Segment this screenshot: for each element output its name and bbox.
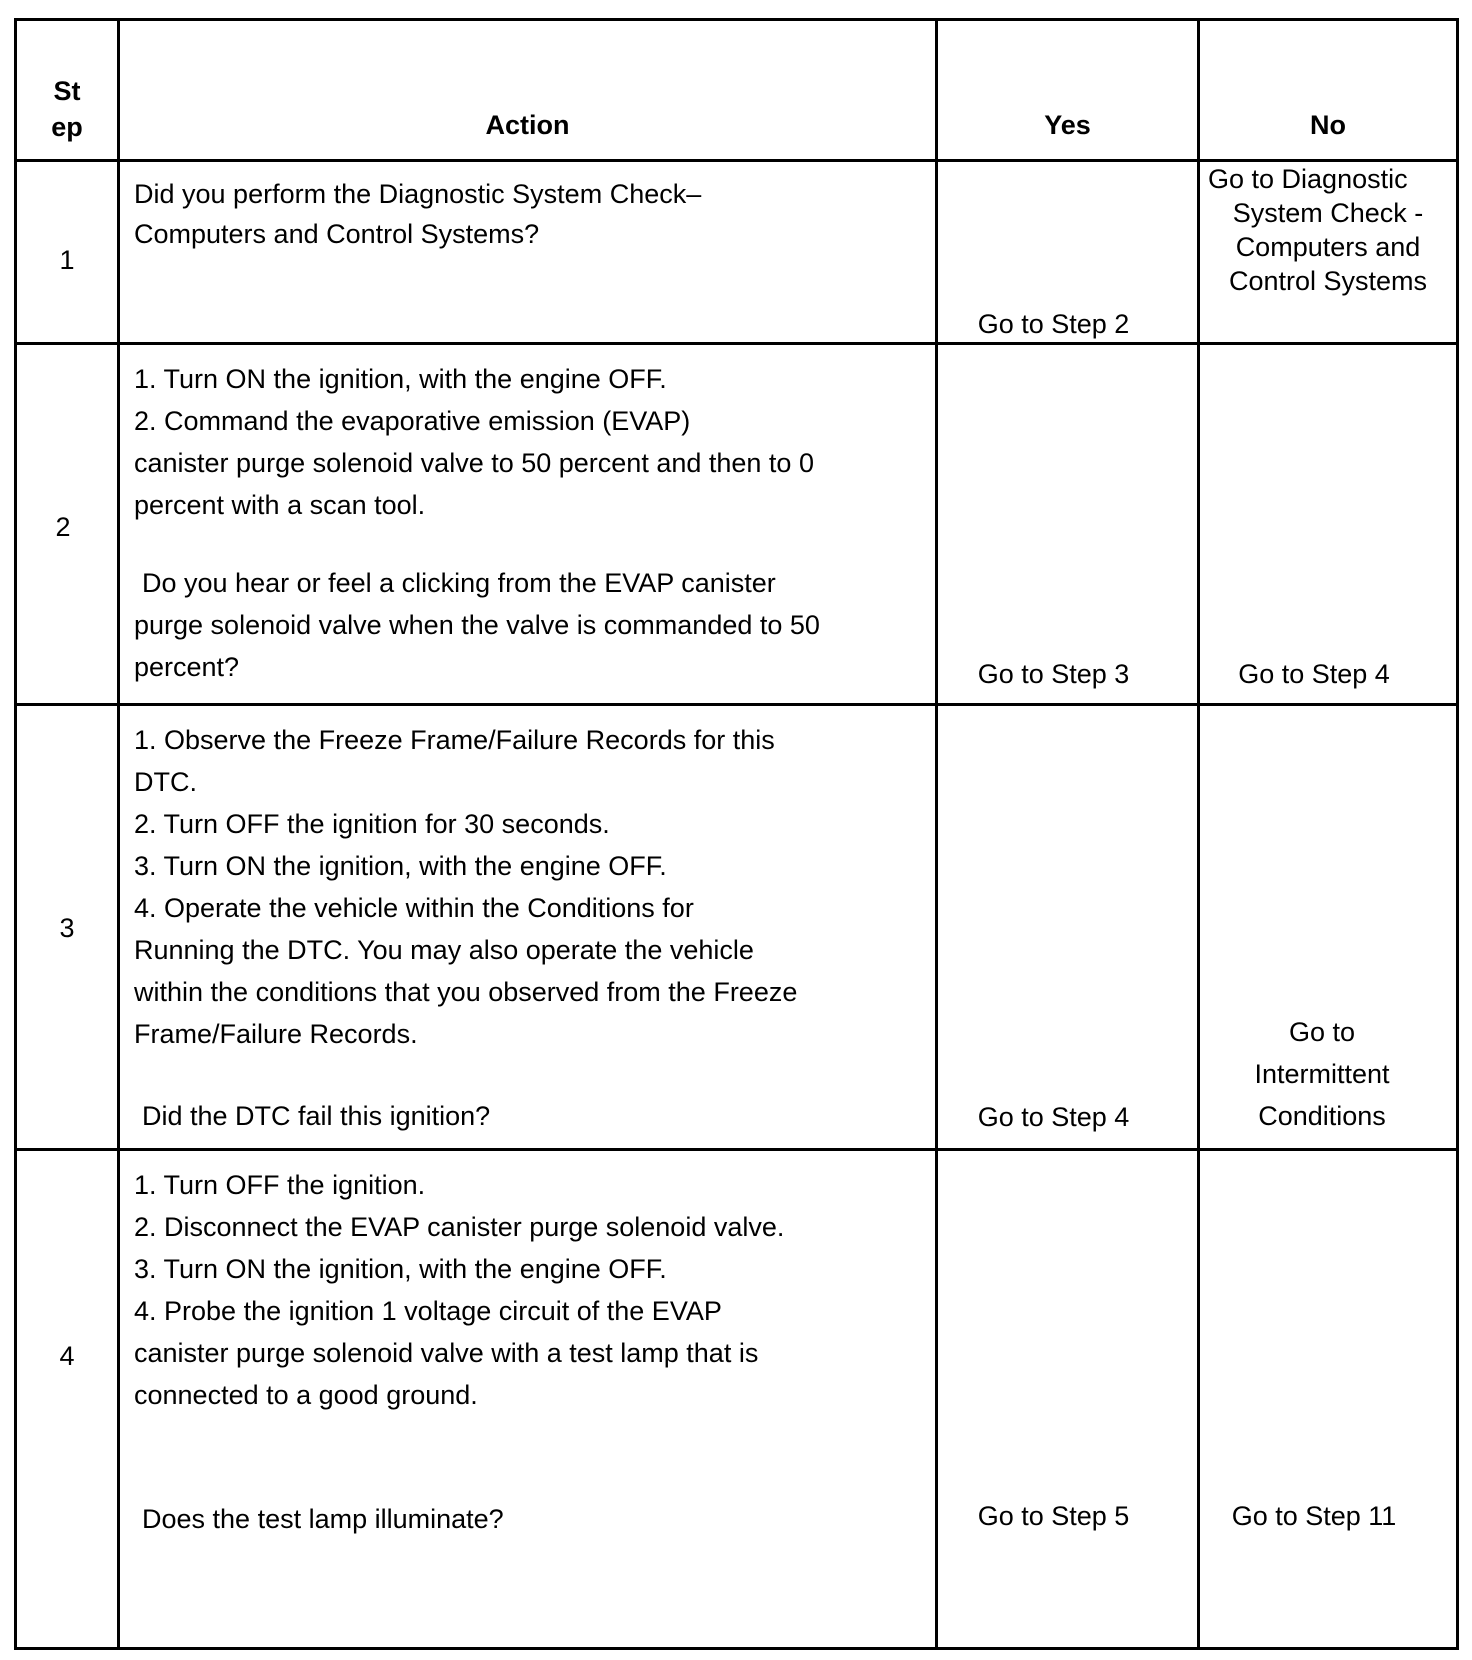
no-cell <box>1200 706 1456 1148</box>
action-line: 2. Turn OFF the ignition for 30 seconds. <box>134 809 610 839</box>
action-line <box>134 1055 923 1095</box>
action-line: 3. Turn ON the ignition, with the engine OFF. <box>134 851 667 881</box>
no-link[interactable] <box>1186 1494 1442 1539</box>
step-cell <box>17 345 120 703</box>
yes-link-line: Go to Step 4 <box>977 1102 1130 1132</box>
action-cell <box>120 706 938 1148</box>
no-link-line: Go to Step 4 <box>1238 659 1390 689</box>
action-line: 4. Operate the vehicle within the Conditions for <box>134 893 694 923</box>
no-link[interactable] <box>1194 1011 1450 1137</box>
action-line: connected to a good ground. <box>134 1380 478 1410</box>
action-line: 1. Observe the Freeze Frame/Failure Records for this <box>134 725 775 755</box>
no-link-line: Go to <box>1288 1017 1356 1047</box>
action-line: percent with a scan tool. <box>134 490 426 520</box>
action-text <box>134 719 923 1137</box>
no-link-line: Computers and <box>1235 232 1421 262</box>
step-number: 3 <box>59 913 75 943</box>
action-cell <box>120 162 938 342</box>
step-cell <box>17 706 120 1148</box>
no-link-line: Go to Diagnostic <box>1208 164 1408 194</box>
action-line: canister purge solenoid valve to 50 percent and then to 0 <box>134 448 814 478</box>
no-cell <box>1200 345 1456 703</box>
action-line: Did you perform the Diagnostic System Check– <box>134 179 702 209</box>
no-link-line: Go to Step 11 <box>1231 1501 1397 1531</box>
action-line: Did the DTC fail this ignition? <box>142 1101 491 1131</box>
yes-cell <box>938 345 1200 703</box>
action-text <box>134 174 923 254</box>
table-header-row <box>17 21 1456 162</box>
action-line: 1. Turn OFF the ignition. <box>134 1170 426 1200</box>
header-step-line: St <box>53 76 81 106</box>
yes-link[interactable] <box>924 1095 1183 1140</box>
action-text <box>134 358 923 688</box>
header-yes: Yes <box>1044 110 1091 140</box>
action-line: 2. Command the evaporative emission (EVAP) <box>134 406 691 436</box>
yes-link[interactable] <box>924 652 1183 697</box>
action-cell <box>120 1151 938 1647</box>
action-line: 1. Turn ON the ignition, with the engine OFF. <box>134 364 667 394</box>
step-number: 1 <box>59 245 75 275</box>
no-cell <box>1200 1151 1456 1647</box>
no-link-line: Conditions <box>1258 1101 1386 1131</box>
header-action: Action <box>485 110 570 140</box>
diagnostic-table <box>14 18 1459 1650</box>
step-cell <box>17 162 120 342</box>
action-text <box>134 1164 923 1540</box>
action-line: purge solenoid valve when the valve is commanded to 50 <box>134 610 820 640</box>
action-line <box>134 1458 923 1498</box>
header-step-line: ep <box>51 112 83 142</box>
header-no: No <box>1310 110 1346 140</box>
no-link[interactable] <box>1186 652 1442 697</box>
action-line: Does the test lamp illuminate? <box>142 1504 504 1534</box>
action-line: Frame/Failure Records. <box>134 1019 418 1049</box>
table-row <box>17 706 1456 1151</box>
yes-link[interactable] <box>924 1494 1183 1539</box>
yes-link-line: Go to Step 2 <box>977 309 1130 339</box>
action-line: canister purge solenoid valve with a test lamp that is <box>134 1338 759 1368</box>
no-link-line: Control Systems <box>1228 266 1428 296</box>
action-line: 2. Disconnect the EVAP canister purge solenoid valve. <box>134 1212 785 1242</box>
step-cell <box>17 1151 120 1647</box>
yes-cell <box>938 1151 1200 1647</box>
action-cell <box>120 345 938 703</box>
table-row <box>17 345 1456 706</box>
header-no-cell <box>1200 21 1456 159</box>
yes-link-line: Go to Step 5 <box>977 1501 1130 1531</box>
yes-cell <box>938 706 1200 1148</box>
action-line: 4. Probe the ignition 1 voltage circuit of the EVAP <box>134 1296 722 1326</box>
header-action-cell <box>120 21 938 159</box>
action-line: 3. Turn ON the ignition, with the engine OFF. <box>134 1254 667 1284</box>
header-step <box>17 73 117 145</box>
action-line: percent? <box>134 652 240 682</box>
action-line: Running the DTC. You may also operate the vehicle <box>134 935 754 965</box>
header-yes-cell <box>938 21 1200 159</box>
no-link[interactable] <box>1200 162 1456 298</box>
yes-cell <box>938 162 1200 342</box>
no-cell <box>1200 162 1456 342</box>
action-line <box>134 1416 923 1458</box>
yes-link[interactable] <box>924 302 1183 347</box>
action-line <box>134 526 923 562</box>
step-number: 4 <box>59 1341 75 1371</box>
table-row <box>17 1151 1456 1647</box>
yes-link-line: Go to Step 3 <box>977 659 1130 689</box>
action-line: Computers and Control Systems? <box>134 219 540 249</box>
table-row <box>17 162 1456 345</box>
action-line: within the conditions that you observed from the Freeze <box>134 977 798 1007</box>
step-number: 2 <box>55 512 71 542</box>
header-step-cell <box>17 21 120 159</box>
no-link-line: System Check - <box>1232 198 1424 228</box>
action-line: DTC. <box>134 767 197 797</box>
no-link-line: Intermittent <box>1254 1059 1390 1089</box>
action-line: Do you hear or feel a clicking from the EVAP canister <box>142 568 776 598</box>
